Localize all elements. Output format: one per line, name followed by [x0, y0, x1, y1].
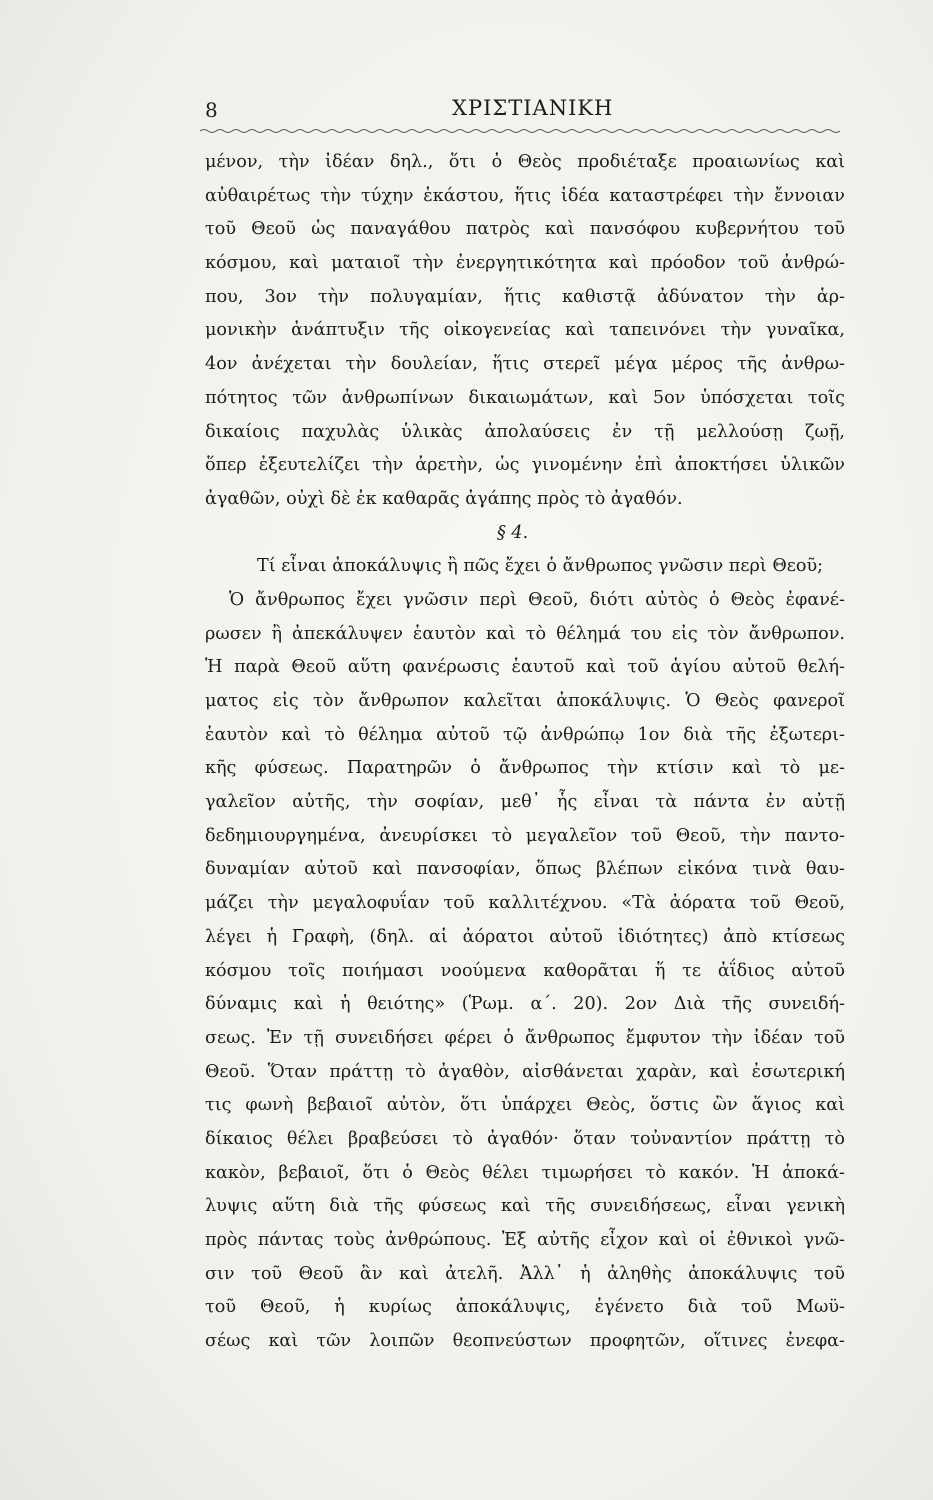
answer-line: τις φωνὴ βεβαιοῖ αὐτὸν, ὅτι ὑπάρχει Θεὸς, ὅστις ὢν ἅγιος καὶ — [205, 1095, 845, 1116]
answer-line: πρὸς πάντας τοὺς ἀνθρώπους. Ἐξ αὐτῆς εἶχον καὶ οἱ ἐθνικοὶ γνῶ- — [205, 1230, 845, 1250]
answer-line: ρωσεν ἢ ἀπεκάλυψεν ἑαυτὸν καὶ τὸ θέλημά του εἰς τὸν ἄνθρωπον. — [205, 623, 845, 644]
text-line: πότητος τῶν ἀνθρωπίνων δικαιωμάτων, καὶ 5ον ὑπόσχεται τοῖς — [205, 387, 845, 408]
answer-line: γαλεῖον αὐτῆς, τὴν σοφίαν, μεθ᾿ ἧς εἶναι τὰ πάντα ἐν αὐτῇ — [205, 792, 845, 813]
answer-line: μάζει τὴν μεγαλοφυΐαν τοῦ καλλιτέχνου. «Τὰ ἀόρατα τοῦ Θεοῦ, — [205, 893, 845, 914]
answer-line: δυναμίαν αὐτοῦ καὶ πανσοφίαν, ὅπως βλέπων εἰκόνα τινὰ θαυ- — [205, 859, 845, 880]
answer-line: δύναμις καὶ ἡ θειότης» (Ῥωμ. α΄. 20). 2ον Διὰ τῆς συνειδή- — [205, 994, 845, 1015]
text-line: κόσμου, καὶ ματαιοῖ τὴν ἐνεργητικότητα καὶ πρόοδον τοῦ ἀνθρώ- — [205, 253, 845, 274]
answer-line: σιν τοῦ Θεοῦ ἂν καὶ ἀτελῆ. Ἀλλ᾿ ἡ ἀληθὴς ἀποκάλυψις τοῦ — [205, 1263, 845, 1284]
question-line: Τί εἶναι ἀποκάλυψις ἢ πῶς ἔχει ὁ ἄνθρωπος γνῶσιν περὶ Θεοῦ; — [257, 556, 824, 577]
section-heading: § 4. — [497, 522, 529, 543]
running-title: ΧΡΙΣΤΙΑΝΙΚΗ — [452, 96, 614, 120]
answer-line: Ἡ παρὰ Θεοῦ αὕτη φανέρωσις ἑαυτοῦ καὶ τοῦ ἁγίου αὐτοῦ θελή- — [205, 657, 845, 678]
answer-line: σεως. Ἐν τῇ συνειδήσει φέρει ὁ ἄνθρωπος ἔμφυτον τὴν ἰδέαν τοῦ — [205, 1027, 845, 1048]
page-number: 8 — [205, 98, 218, 122]
answer-line: ματος εἰς τὸν ἄνθρωπον καλεῖται ἀποκάλυψις. Ὁ Θεὸς φανεροῖ — [205, 691, 845, 711]
answer-line: σέως καὶ τῶν λοιπῶν θεοπνεύστων προφητῶν, οἵτινες ἐνεφα- — [205, 1331, 845, 1352]
answer-line: Ὁ ἄνθρωπος ἔχει γνῶσιν περὶ Θεοῦ, διότι αὐτὸς ὁ Θεὸς ἐφανέ- — [229, 589, 845, 610]
answer-line: τοῦ Θεοῦ, ἡ κυρίως ἀποκάλυψις, ἐγένετο διὰ τοῦ Μωϋ- — [205, 1297, 845, 1318]
text-line: μένον, τὴν ἰδέαν δηλ., ὅτι ὁ Θεὸς προδιέταξε προαιωνίως καὶ — [205, 152, 845, 172]
answer-line: λυψις αὕτη διὰ τῆς φύσεως καὶ τῆς συνειδήσεως, εἶναι γενικὴ — [205, 1196, 845, 1217]
text-line: 4ον ἀνέχεται τὴν δουλείαν, ἥτις στερεῖ μέγα μέρος τῆς ἀνθρω- — [205, 354, 845, 375]
text-line: που, 3ον τὴν πολυγαμίαν, ἥτις καθιστᾷ ἀδύνατον τὴν ἁρ- — [205, 286, 845, 307]
text-line: ἀγαθῶν, οὐχὶ δὲ ἐκ καθαρᾶς ἀγάπης πρὸς τὸ ἀγαθόν. — [205, 488, 683, 509]
text-line: ὅπερ ἐξευτελίζει τὴν ἀρετὴν, ὡς γινομένην ἐπὶ ἀποκτήσει ὑλικῶν — [205, 455, 845, 476]
text-line: τοῦ Θεοῦ ὡς παναγάθου πατρὸς καὶ πανσόφου κυβερνήτου τοῦ — [205, 219, 845, 240]
answer-line: ἑαυτὸν καὶ τὸ θέλημα αὐτοῦ τῷ ἀνθρώπῳ 1ον διὰ τῆς ἐξωτερι- — [205, 724, 845, 745]
answer-line: κῆς φύσεως. Παρατηρῶν ὁ ἄνθρωπος τὴν κτίσιν καὶ τὸ με- — [205, 758, 845, 779]
body-text — [205, 146, 845, 1359]
answer-line: δίκαιος θέλει βραβεύσει τὸ ἀγαθόν· ὅταν τοὐναντίον πράττῃ τὸ — [205, 1128, 845, 1149]
page-header — [205, 94, 835, 128]
text-line: δικαίοις παχυλὰς ὑλικὰς ἀπολαύσεις ἐν τῇ μελλούσῃ ζωῇ, — [205, 421, 845, 442]
text-line: μονικὴν ἀνάπτυξιν τῆς οἰκογενείας καὶ ταπεινόνει τὴν γυναῖκα, — [205, 320, 845, 341]
answer-line: λέγει ἡ Γραφὴ, (δηλ. αἱ ἀόρατοι αὐτοῦ ἰδιότητες) ἀπὸ κτίσεως — [205, 926, 845, 947]
wavy-rule — [200, 128, 840, 134]
text-line: αὐθαιρέτως τὴν τύχην ἑκάστου, ἥτις ἰδέα καταστρέφει τὴν ἔννοιαν — [205, 185, 845, 206]
answer-line: κόσμου τοῖς ποιήμασι νοούμενα καθορᾶται ἥ τε ἀΐδιος αὐτοῦ — [205, 960, 845, 981]
answer-line: κακὸν, βεβαιοῖ, ὅτι ὁ Θεὸς θέλει τιμωρήσει τὸ κακόν. Ἡ ἀποκά- — [205, 1162, 845, 1183]
answer-line: δεδημιουργημένα, ἀνευρίσκει τὸ μεγαλεῖον τοῦ Θεοῦ, τὴν παντο- — [205, 825, 845, 846]
answer-line: Θεοῦ. Ὅταν πράττῃ τὸ ἀγαθὸν, αἰσθάνεται χαρὰν, καὶ ἐσωτερική — [205, 1061, 845, 1082]
